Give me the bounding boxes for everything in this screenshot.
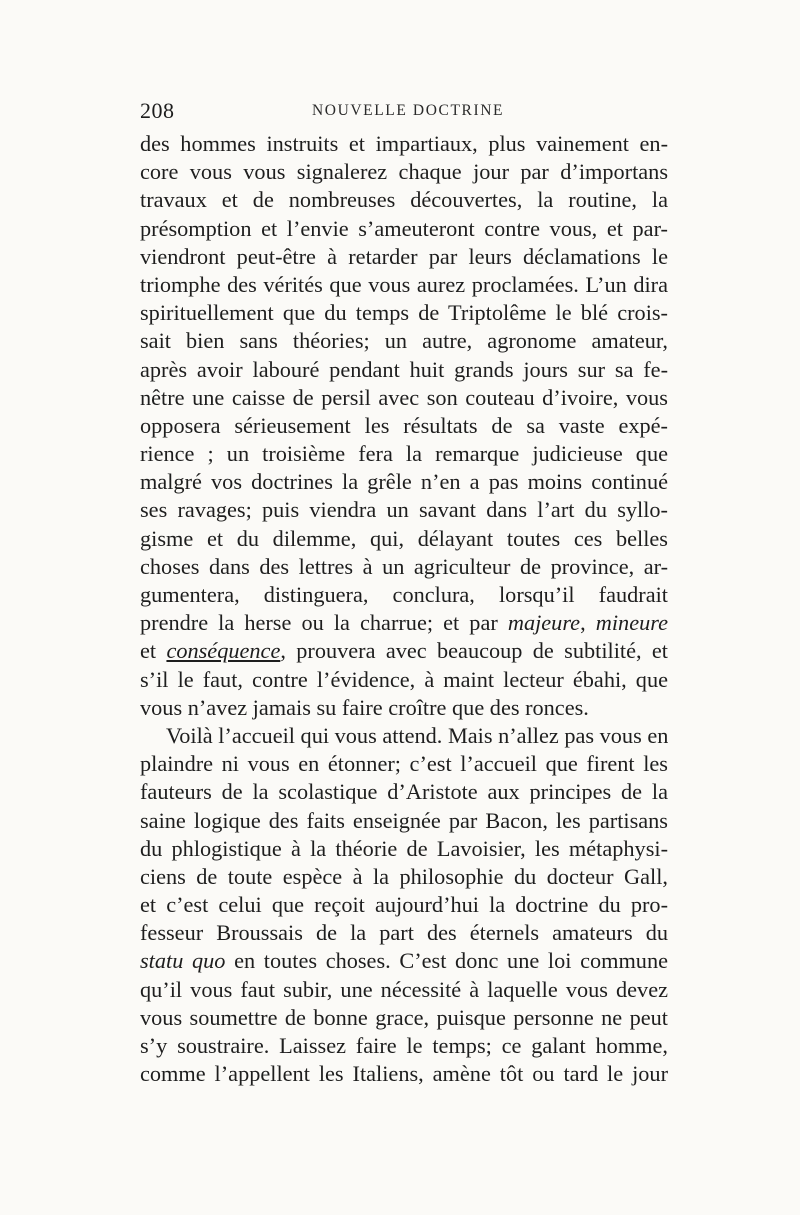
text-line: choses dans des lettres à un agriculteur de province, ar- bbox=[140, 553, 668, 579]
text-line: comme l’appellent les Italiens, amène tôt ou tard le jour bbox=[140, 1061, 668, 1087]
text-line: vous n’avez jamais su faire croître que des ronces. bbox=[140, 694, 589, 720]
italic-term: statu quo bbox=[140, 948, 226, 974]
text-line: prendre la herse ou la charrue; et par majeure, mineure bbox=[140, 610, 668, 636]
text-line: fauteurs de la scolastique d’Aristote aux principes de la bbox=[140, 779, 668, 805]
italic-term: conséquence bbox=[166, 638, 281, 664]
text-line: plaindre ni vous en étonner; c’est l’accueil que firent les bbox=[140, 751, 668, 777]
body-text bbox=[140, 130, 668, 1088]
page-number: 208 bbox=[140, 98, 175, 123]
text-line: saine logique des faits enseignée par Bacon, les partisans bbox=[140, 807, 668, 833]
text-line: travaux et de nombreuses découvertes, la routine, la bbox=[140, 187, 668, 213]
text-line: présomption et l’envie s’ameuteront contre vous, et par- bbox=[140, 215, 668, 241]
text-line: triomphe des vérités que vous aurez proclamées. L’un dira bbox=[140, 271, 668, 297]
text-line: s’y soustraire. Laissez faire le temps; ce galant homme, bbox=[140, 1033, 668, 1058]
text-line: spirituellement que du temps de Triptolême le blé crois- bbox=[140, 300, 668, 326]
text-line: qu’il vous faut subir, une nécessité à laquelle vous devez bbox=[140, 976, 668, 1002]
text-line: opposera sérieusement les résultats de sa vaste expé- bbox=[140, 412, 668, 438]
text-line: Voilà l’accueil qui vous attend. Mais n’allez pas vous en bbox=[166, 722, 668, 748]
text-line: malgré vos doctrines la grêle n’en a pas moins continué bbox=[140, 469, 668, 495]
text-line: du phlogistique à la théorie de Lavoisier, les métaphysi- bbox=[140, 835, 668, 861]
text-line: s’il le faut, contre l’évidence, à maint lecteur ébahi, que bbox=[140, 666, 668, 692]
text-line: des hommes instruits et impartiaux, plus vainement en- bbox=[140, 131, 668, 156]
text-line: ciens de toute espèce à la philosophie du docteur Gall, bbox=[140, 863, 668, 889]
text-line: vous soumettre de bonne grace, puisque personne ne peut bbox=[140, 1004, 668, 1030]
italic-term: majeure bbox=[507, 610, 581, 636]
text-line: rience ; un troisième fera la remarque judicieuse que bbox=[140, 441, 668, 467]
text-line: viendront peut-être à retarder par leurs déclamations le bbox=[140, 243, 668, 269]
text-line: nêtre une caisse de persil avec son couteau d’ivoire, vous bbox=[140, 384, 668, 410]
text-line: gisme et du dilemme, qui, délayant toutes ces belles bbox=[140, 525, 668, 551]
text-line: fesseur Broussais de la part des éternels amateurs du bbox=[140, 920, 668, 946]
text-line: ses ravages; puis viendra un savant dans l’art du syllo- bbox=[140, 497, 668, 523]
text-line: gumentera, distinguera, conclura, lorsqu’il faudrait bbox=[140, 582, 668, 607]
running-title: NOUVELLE DOCTRINE bbox=[312, 102, 505, 119]
text-line: après avoir labouré pendant huit grands jours sur sa fe- bbox=[140, 356, 668, 382]
text-line: statu quo en toutes choses. C’est donc une loi commune bbox=[140, 948, 668, 974]
italic-term: mineure bbox=[595, 610, 668, 636]
text-line: sait bien sans théories; un autre, agronome amateur, bbox=[140, 328, 668, 354]
text-line: et c’est celui que reçoit aujourd’hui la doctrine du pro- bbox=[140, 892, 668, 918]
text-line: et conséquence, prouvera avec beaucoup de subtilité, et bbox=[140, 638, 668, 664]
text-line: core vous vous signalerez chaque jour par d’importans bbox=[140, 159, 668, 185]
page-header bbox=[140, 98, 668, 128]
